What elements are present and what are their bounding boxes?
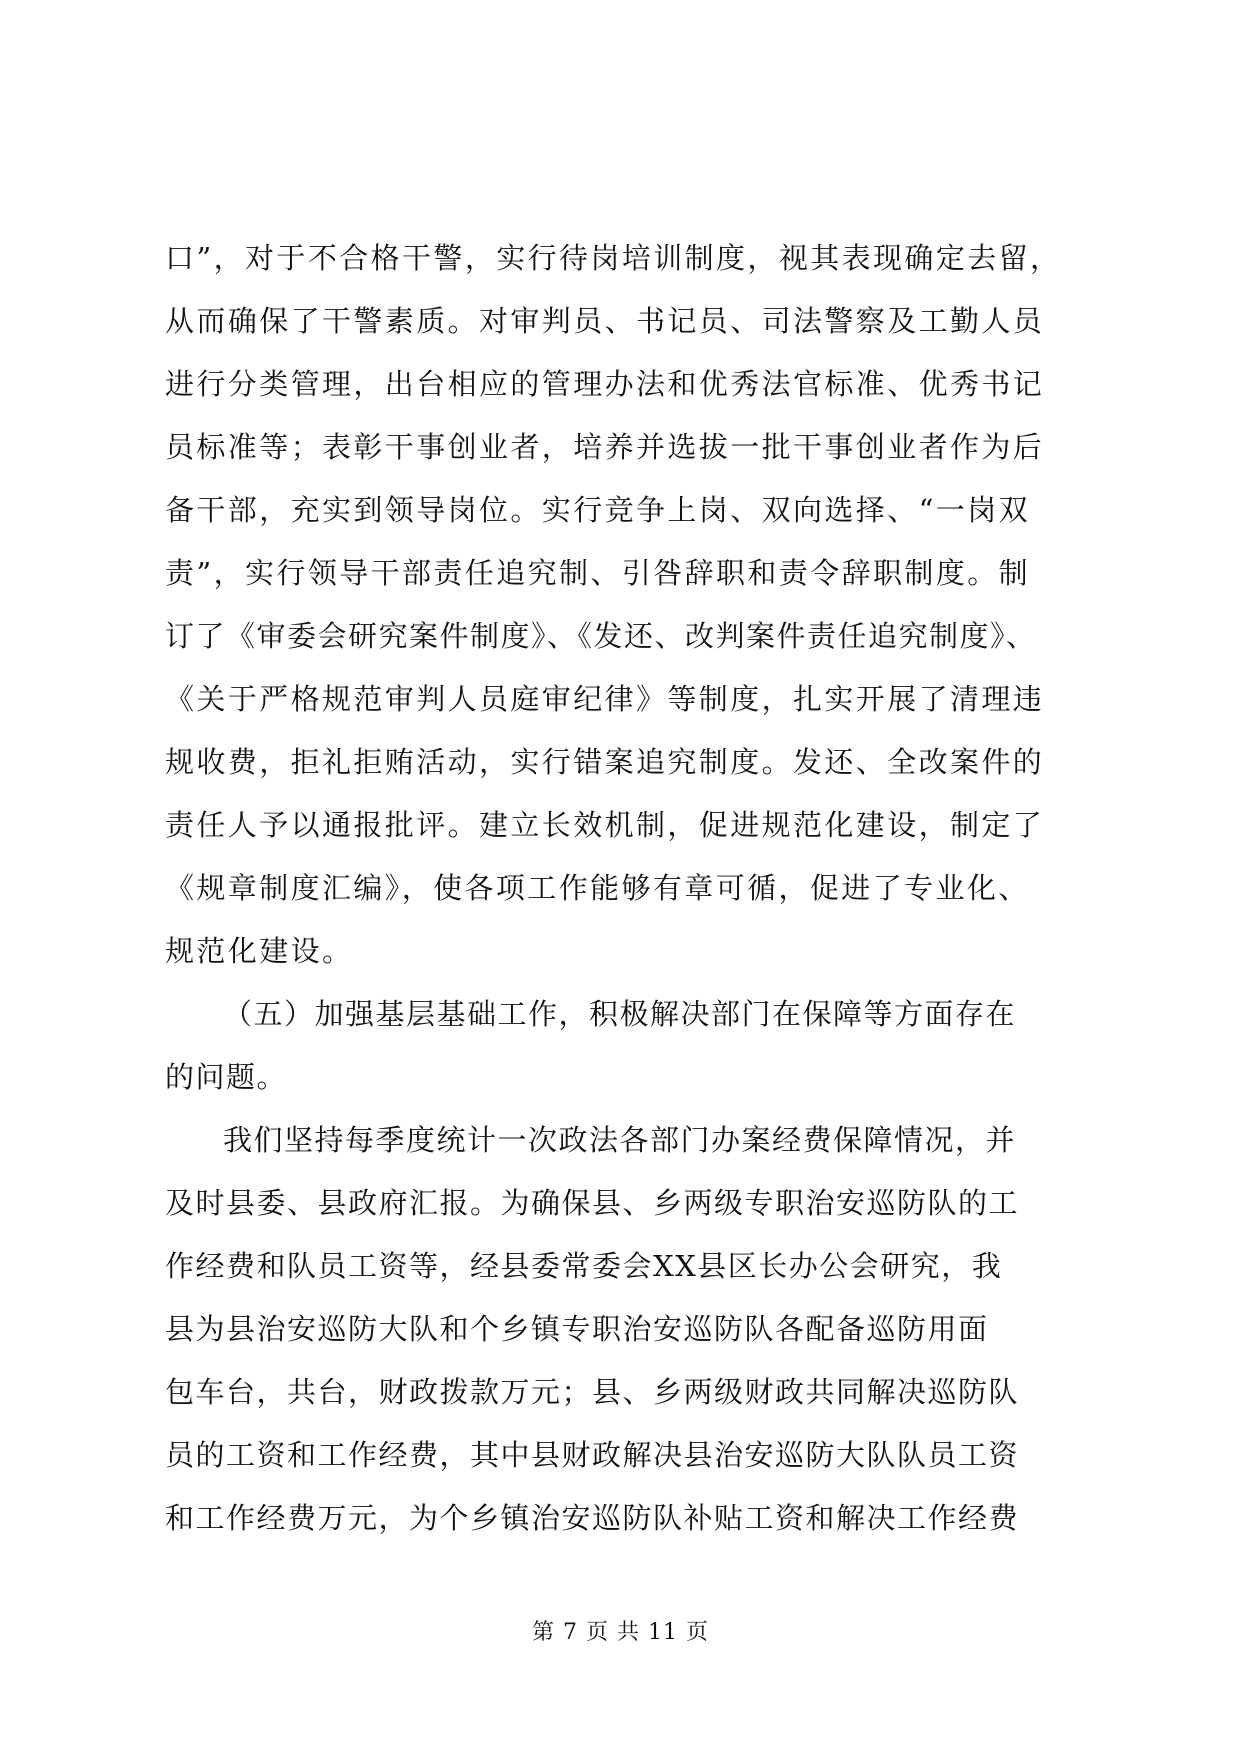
text-line: 员的工资和工作经费，其中县财政解决县治安巡防大队队员工资 bbox=[165, 1438, 1020, 1472]
text-line: 从而确保了干警素质。对审判员、书记员、司法警察及工勤人员 bbox=[165, 304, 1045, 338]
text-line: 作经费和队员工资等，经县委常委会XX县区长办公会研究，我 bbox=[165, 1249, 1003, 1283]
paragraph-funding bbox=[165, 1109, 1083, 1550]
section-heading-five bbox=[165, 983, 1083, 1109]
text-line: 责任人予以通报批评。建立长效机制，促进规范化建设，制定了 bbox=[165, 808, 1045, 842]
heading-line: （五）加强基层基础工作，积极解决部门在保障等方面存在 bbox=[223, 997, 1017, 1031]
text-line: 进行分类管理，出台相应的管理办法和优秀法官标准、优秀书记 bbox=[165, 367, 1045, 401]
text-line: 和工作经费万元，为个乡镇治安巡防队补贴工资和解决工作经费 bbox=[165, 1501, 1020, 1535]
text-line: 员标准等；表彰干事创业者，培养并选拔一批干事创业者作为后 bbox=[165, 430, 1045, 464]
page-number-footer: 第 7 页 共 11 页 bbox=[532, 1620, 709, 1645]
text-line: 规收费，拒礼拒贿活动，实行错案追究制度。发还、全改案件的 bbox=[165, 745, 1045, 779]
text-line: 县为县治安巡防大队和个乡镇专职治安巡防队各配备巡防用面 bbox=[165, 1312, 989, 1346]
text-line: 包车台，共台，财政拨款万元；县、乡两级财政共同解决巡防队 bbox=[165, 1375, 1020, 1409]
paragraph-personnel-management bbox=[165, 227, 1083, 983]
text-line: 《规章制度汇编》，使各项工作能够有章可循，促进了专业化、 bbox=[165, 871, 1030, 905]
text-line: 规范化建设。 bbox=[165, 934, 354, 968]
text-line: 及时县委、县政府汇报。为确保县、乡两级专职治安巡防队的工 bbox=[165, 1186, 1020, 1220]
text-line: 责”，实行领导干部责任追究制、引咎辞职和责令辞职制度。制 bbox=[165, 556, 1031, 590]
text-line: 口”，对于不合格干警，实行待岗培训制度，视其表现确定去留， bbox=[165, 241, 1062, 275]
text-line: 我们坚持每季度统计一次政法各部门办案经费保障情况，并 bbox=[223, 1123, 1017, 1157]
document-body bbox=[165, 227, 1083, 1550]
text-line: 《关于严格规范审判人员庭审纪律》等制度，扎实开展了清理违 bbox=[165, 682, 1045, 716]
text-line: 订了《审委会研究案件制度》、《发还、改判案件责任追究制度》、 bbox=[165, 619, 1037, 653]
heading-line: 的问题。 bbox=[165, 1060, 288, 1094]
text-line: 备干部，充实到领导岗位。实行竞争上岗、双向选择、“一岗双 bbox=[165, 493, 1031, 527]
